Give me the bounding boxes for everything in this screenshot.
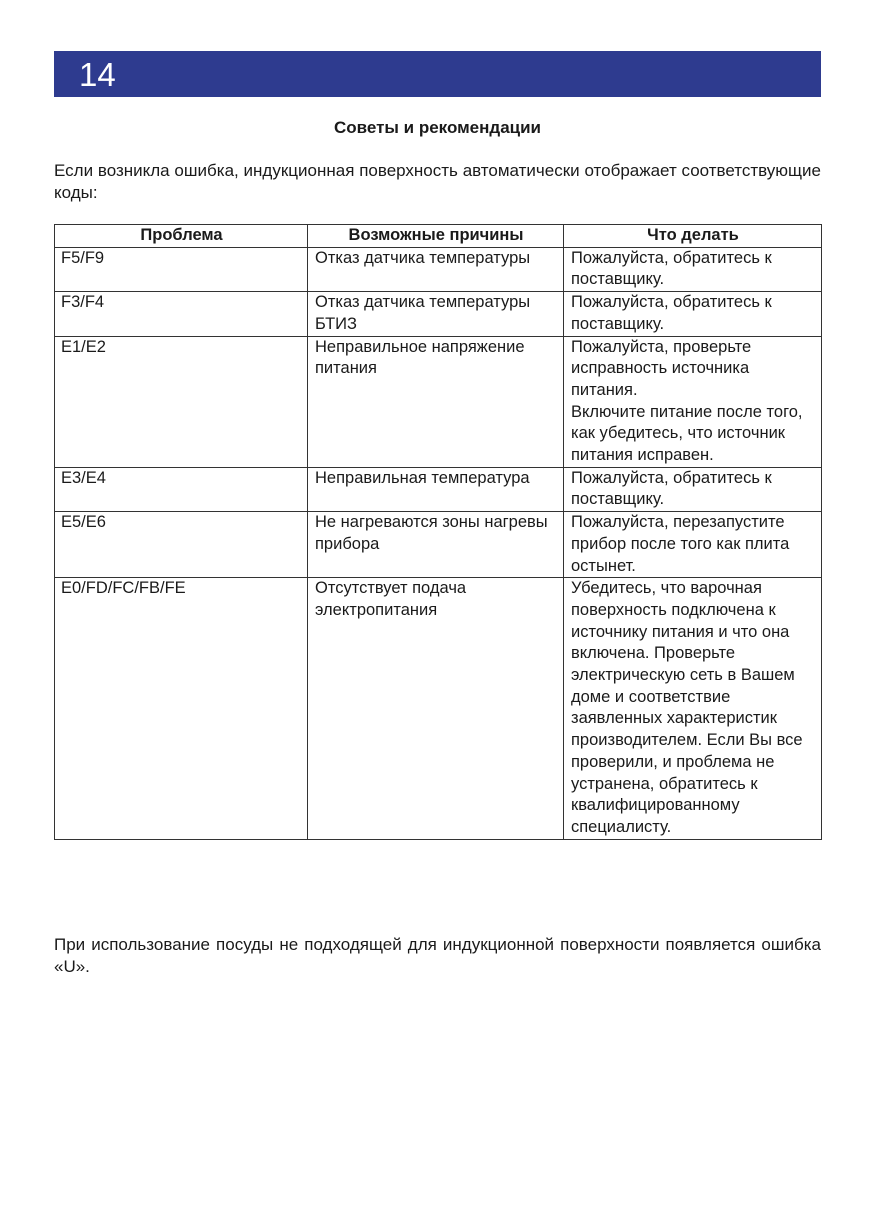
cause-cell: Неправильное напряжение питания — [308, 336, 564, 467]
column-header-causes: Возможные причины — [308, 225, 564, 248]
action-cell: Убедитесь, что варочная поверхность подключена к источнику питания и что она включена. Проверьте электрическую сеть в Вашем доме и соответствие заявленных характеристик производителем. Если Вы все проверили, и проблема не устранена, обратитесь к квалифицированному специалисту. — [564, 578, 822, 839]
action-cell: Пожалуйста, перезапустите прибор после того как плита остынет. — [564, 512, 822, 578]
code-cell: E1/E2 — [55, 336, 308, 467]
page-number: 14 — [79, 56, 116, 93]
page-header-bar — [54, 51, 821, 97]
table-row — [55, 467, 822, 511]
code-cell: E3/E4 — [55, 467, 308, 511]
action-cell: Пожалуйста, обратитесь к поставщику. — [564, 292, 822, 336]
table-header-row — [55, 225, 822, 248]
action-cell: Пожалуйста, обратитесь к поставщику. — [564, 467, 822, 511]
action-cell: Пожалуйста, проверьте исправность источника питания. Включите питание после того, как убедитесь, что источник питания исправен. — [564, 336, 822, 467]
section-title: Советы и рекомендации — [333, 118, 542, 137]
column-header-problem: Проблема — [55, 225, 308, 248]
code-cell: E0/FD/FC/FB/FE — [55, 578, 308, 839]
outro-paragraph: При использование посуды не подходящей для индукционной поверхности появляется ошибка «U». — [54, 935, 821, 976]
code-cell: F3/F4 — [55, 292, 308, 336]
intro-paragraph: Если возникла ошибка, индукционная поверхность автоматически отображает соответствующие коды: — [54, 161, 821, 202]
code-cell: E5/E6 — [55, 512, 308, 578]
table-row — [55, 578, 822, 839]
error-codes-table — [54, 224, 822, 840]
cause-cell: Отсутствует подача электропитания — [308, 578, 564, 839]
column-header-action: Что делать — [564, 225, 822, 248]
table-row — [55, 512, 822, 578]
action-cell: Пожалуйста, обратитесь к поставщику. — [564, 247, 822, 291]
table-row — [55, 336, 822, 467]
code-cell: F5/F9 — [55, 247, 308, 291]
table-row — [55, 292, 822, 336]
cause-cell: Неправильная температура — [308, 467, 564, 511]
cause-cell: Отказ датчика температуры БТИЗ — [308, 292, 564, 336]
cause-cell: Отказ датчика температуры — [308, 247, 564, 291]
table-row — [55, 247, 822, 291]
cause-cell: Не нагреваются зоны нагревы прибора — [308, 512, 564, 578]
